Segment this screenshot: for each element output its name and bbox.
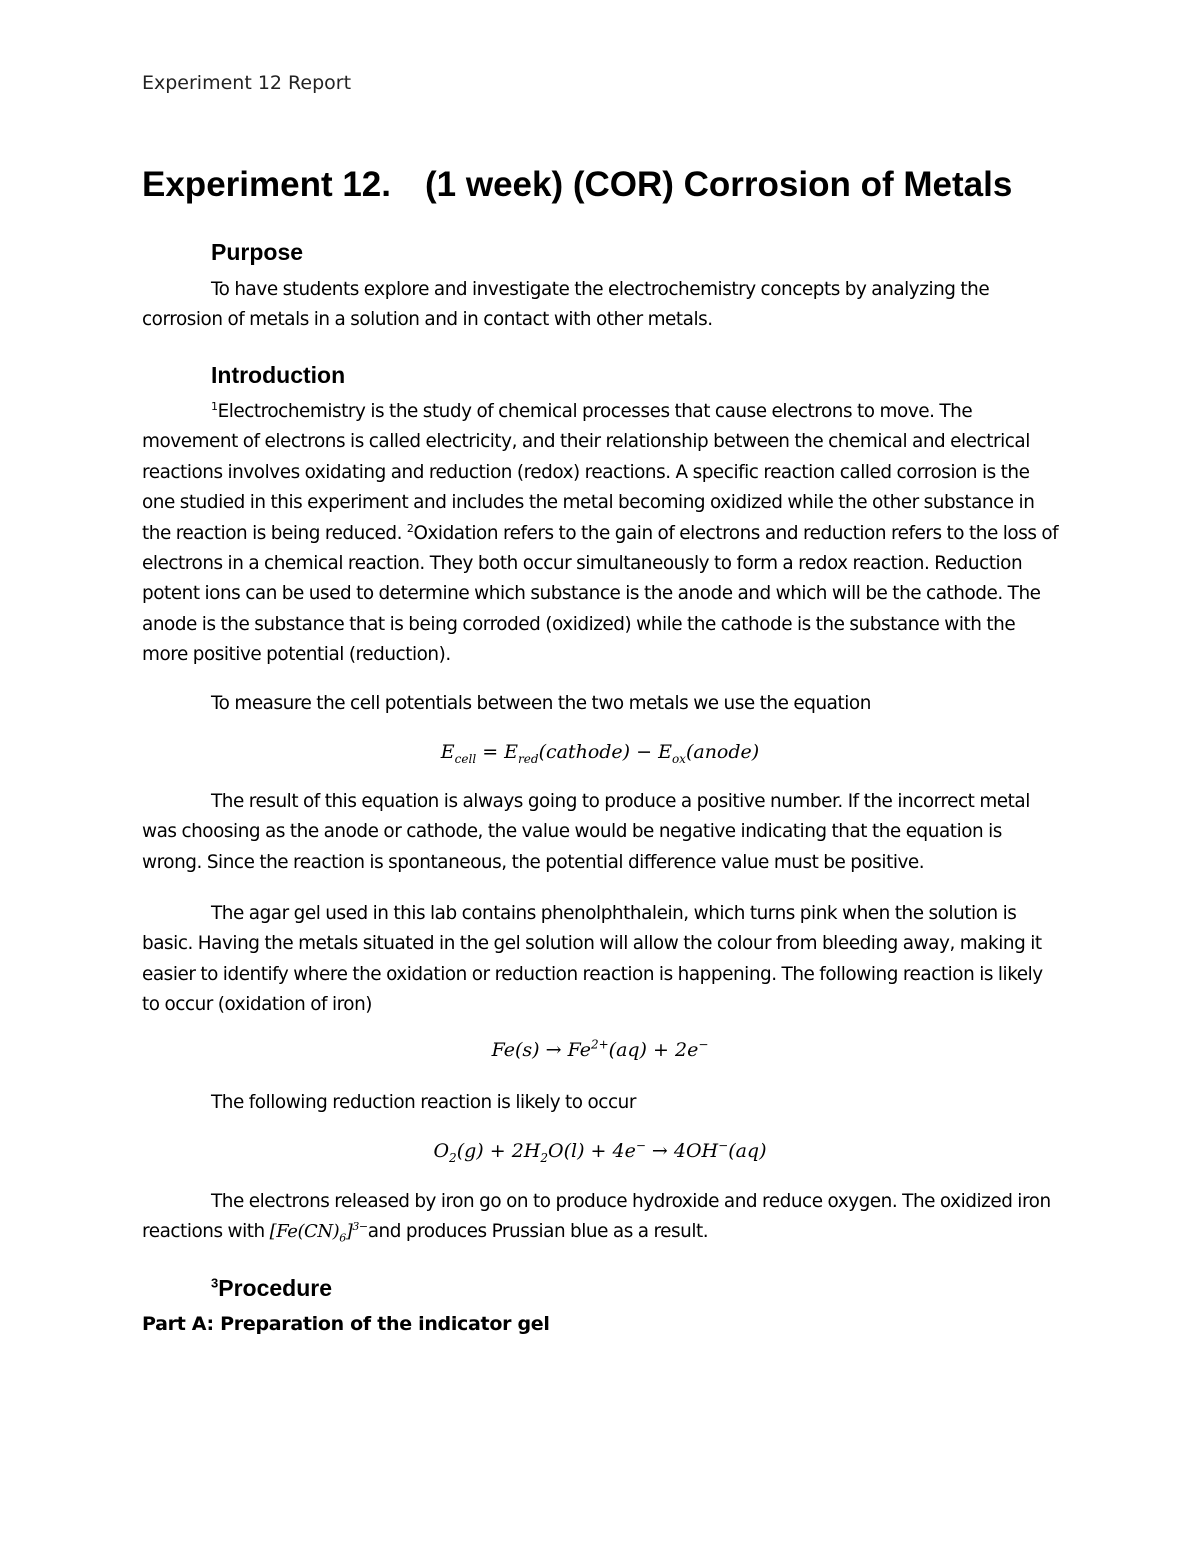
prussian-blue-paragraph: The electrons released by iron go on to produce hydroxide and reduce oxygen. The oxidized iron reactions with $[Fe(CN)_6]^{3-}and$ produces Prussian blue as a result. bbox=[142, 1191, 1051, 1245]
reference-1: 1 bbox=[211, 399, 218, 413]
purpose-paragraph: To have students explore and investigate the electrochemistry concepts by analyzing the corrosion of metals in a solution and in contact with other metals. bbox=[142, 279, 990, 331]
reference-3: 3 bbox=[211, 1275, 219, 1291]
reference-2: 2 bbox=[406, 521, 414, 535]
part-a-heading: Part A: Preparation of the indicator gel bbox=[142, 1313, 550, 1335]
cell-potential-equation: $E_{cell}$ = $E_{red}(cathode)$ − $E_{ox}(anode)$ bbox=[440, 741, 760, 766]
agar-gel-paragraph: The agar gel used in this lab contains phenolphthalein, which turns pink when the solution is basic. Having the metals situated in the gel solution will allow the colour from bleeding away, making it easier to identify where the oxidation or reduction reaction is happening. The following reaction is likely to occur (oxidation of iron) bbox=[142, 903, 1043, 1016]
introduction-heading: Introduction bbox=[211, 362, 346, 388]
running-header: Experiment 12 Report bbox=[142, 72, 352, 94]
iron-oxidation-equation: $Fe(s) \to Fe^{2+}(aq) + 2e^-$ bbox=[491, 1037, 709, 1061]
title-text: (1 week) (COR) Corrosion of Metals bbox=[425, 165, 1013, 204]
result-paragraph: The result of this equation is always going to produce a positive number. If the incorrect metal was choosing as the anode or cathode, the value would be negative indicating that the equation is wrong. Since the reaction is spontaneous, the potential difference value must be positive. bbox=[142, 791, 1030, 873]
procedure-heading: $^3$Procedure bbox=[211, 1275, 332, 1301]
document-title bbox=[142, 165, 1012, 205]
purpose-heading: Purpose bbox=[211, 239, 304, 265]
introduction-paragraph: $^1$Electrochemistry is the study of chemical processes that cause electrons to move. The movement of electrons is called electricity, and their relationship between the chemical and electrical reactions involves oxidating and reduction (redox) reactions. A specific reaction called corrosion is the one studied in this experiment and includes the metal becoming oxidized while the other substance in the reaction is being reduced. $^2$Oxidation refers to the gain of electrons and reduction refers to the loss of electrons in a chemical reaction. They both occur simultaneously to form a redox reaction. Reduction potent ions can be used to determine which substance is the anode and which will be the cathode. The anode is the substance that is being corroded (oxidized) while the cathode is the substance with the more positive potential (reduction). bbox=[142, 399, 1059, 666]
ferricyanide-formula: $[Fe(CN)_6]^{3-}$ bbox=[269, 1220, 368, 1245]
oxygen-reduction-equation: $O_2(g) + 2H_2O(l) + 4e^- \to 4OH^-(aq)$ bbox=[433, 1138, 767, 1165]
title-number: Experiment 12. bbox=[142, 165, 391, 204]
reduction-intro: The following reduction reaction is likely to occur bbox=[211, 1092, 636, 1113]
cell-potential-intro: To measure the cell potentials between the two metals we use the equation bbox=[211, 693, 871, 714]
